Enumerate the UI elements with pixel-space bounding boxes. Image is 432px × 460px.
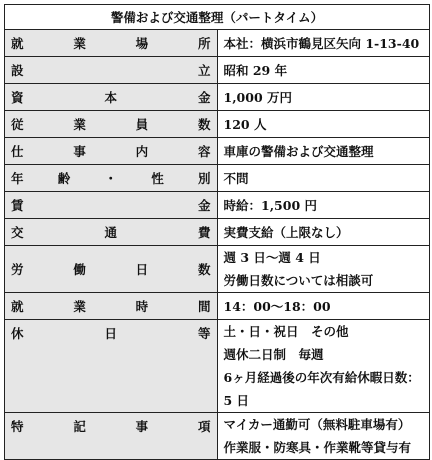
row-founded [5, 57, 430, 84]
row-value: 1,000 万円 [217, 84, 430, 111]
row-label: 年齢・性別 [5, 165, 218, 192]
row-holidays [5, 320, 430, 413]
row-label: 仕事内容 [5, 138, 218, 165]
row-label: 就業時間 [5, 293, 218, 320]
row-value: マイカー通勤可（無料駐車場有） 作業服・防寒具・作業靴等貸与有 [217, 413, 430, 460]
row-value: 実費支給（上限なし） [217, 219, 430, 246]
table-title: 警備および交通整理（パートタイム） [5, 5, 430, 30]
row-label: 設 立 [5, 57, 218, 84]
row-notes [5, 413, 430, 460]
job-info-table [4, 4, 430, 460]
row-job-content [5, 138, 430, 165]
row-age-gender [5, 165, 430, 192]
row-label: 労働日数 [5, 246, 218, 293]
row-value: 週 3 日～週 4 日 労働日数については相談可 [217, 246, 430, 293]
row-value: 車庫の警備および交通整理 [217, 138, 430, 165]
row-value: 不問 [217, 165, 430, 192]
row-value: 時給：1,500 円 [217, 192, 430, 219]
row-label: 交 通 費 [5, 219, 218, 246]
row-workplace [5, 30, 430, 57]
row-employees [5, 111, 430, 138]
row-work-days [5, 246, 430, 293]
row-label: 就業場所 [5, 30, 218, 57]
row-capital [5, 84, 430, 111]
row-label: 賃 金 [5, 192, 218, 219]
row-label: 資 本 金 [5, 84, 218, 111]
row-value: 120 人 [217, 111, 430, 138]
row-label: 休 日 等 [5, 320, 218, 413]
row-value: 14：00～18：00 [217, 293, 430, 320]
row-work-hours [5, 293, 430, 320]
row-wage [5, 192, 430, 219]
row-transport [5, 219, 430, 246]
row-label: 従業員数 [5, 111, 218, 138]
row-label: 特記事項 [5, 413, 218, 460]
row-value: 昭和 29 年 [217, 57, 430, 84]
row-value: 本社：横浜市鶴見区矢向 1-13-40 [217, 30, 430, 57]
row-value: 土・日・祝日 その他 週休二日制 毎週 6ヶ月経過後の年次有給休暇日数：5 日 [217, 320, 430, 413]
